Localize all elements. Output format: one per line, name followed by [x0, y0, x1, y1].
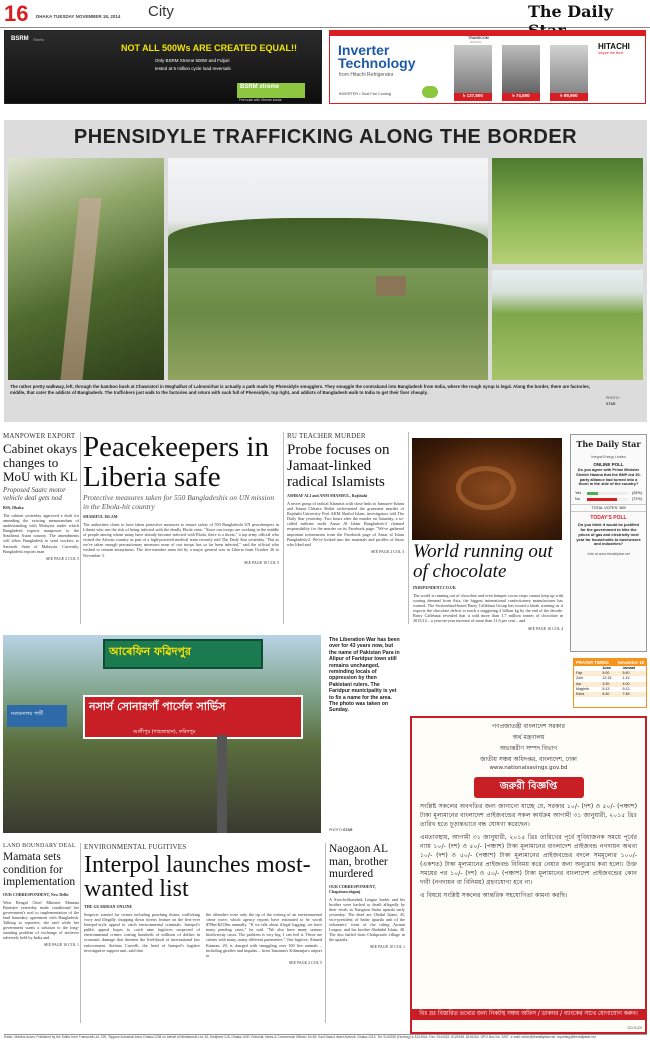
today-poll-title: TODAY'S POLL	[590, 515, 627, 522]
section-name: City	[148, 3, 174, 20]
photo-paddy-field	[492, 270, 643, 380]
feature-caption: The rather pretty walkway, left, through the bamboo bush at Chawratori in Moghalhat of Lalmonirhat is actually a path made by Phensidyle smugglers. They smuggle the contraband into Bangladesh from India, where the rough syrup is legal. Along the border, there are factories, middle, that cater the addicts of Bangladesh. The traffickers just walk to the factories and return with sack full of Phensidyle, top right, and addicts of Bangladesh walk to India to get their fixer cheaply.	[10, 384, 590, 395]
liberia-deck: Protective measures taken for 550 Bangladeshis on UN mission in the Ebola-hit country	[83, 493, 275, 511]
dateline: DHAKA TUESDAY NOVEMBER 18, 2014	[36, 14, 121, 19]
hitachi-title2: Technology	[338, 55, 416, 71]
hut	[376, 276, 406, 296]
prayer-cell: Maghrib	[576, 686, 589, 691]
savings-notice	[410, 716, 647, 1034]
story-naogaon	[329, 843, 405, 949]
prayer-cell: 5:13	[622, 686, 630, 691]
naogaon-headline[interactable]: Naogaon AL man, brother murdered	[329, 843, 388, 880]
sign3: আলীপুর (শাহজাহান), ফরিদপুর	[133, 729, 196, 735]
mamata-more[interactable]: SEE PAGE 10 COL 1	[43, 942, 79, 948]
cabinet-more[interactable]: SEE PAGE 2 COL 5	[45, 555, 79, 561]
hitachi-foot: INVERTER • Dual Fan Cooling	[339, 92, 391, 96]
sign2: নসার্স সোনারগাঁ পার্সেল সার্ভিস	[89, 700, 226, 713]
poll-brand: The Daily Star	[576, 439, 641, 449]
hitachi-ad	[329, 30, 646, 104]
yes-bar-track	[587, 492, 628, 495]
poll-sponsor: Integral Energy Limited	[591, 455, 626, 459]
sign-photo-credit-label: PHOTO:	[329, 828, 343, 832]
chocolate-body: The world is running out of chocolate and even bumper cocoa crops cannot keep up with soaring demand from Asia, the biggest international confectionery manufacturer has warned. The Switzerland-based Barry Callebaut Group has issued a bleak warning as it expects the chocolate deficit to reach a staggering 2 billion kg by the end of the decade. Barry Callebaut revealed that it sold more than 1.7 million tonnes of chocolate in 2013/14 – a year-on-year increase of more than 11.6 per cent – and	[413, 593, 563, 624]
no-bar	[587, 498, 617, 501]
notice-l1: গণপ্রজাতন্ত্রী বাংলাদেশ সরকার	[492, 723, 565, 730]
photo-border-factories	[168, 158, 488, 380]
no-pct: (72%)	[631, 497, 642, 502]
prayer-cell: 4:00	[622, 681, 630, 686]
story-liberia	[83, 432, 279, 565]
notice-l4: জাতীয় সঞ্চয় অধিদপ্তর, বাংলাদেশ, ঢাকা	[480, 756, 577, 763]
hitachi-slogan: Inspire the Next	[598, 51, 624, 55]
naogaon-byline: OUR CORRESPONDENT, Chapainawabganj	[329, 883, 376, 894]
price-1: ৳ 137,500	[454, 93, 492, 101]
prayer-col-header: Jamaat	[622, 666, 635, 670]
hitachi-title1: Inverter	[338, 42, 390, 58]
prayer-body	[574, 671, 646, 697]
chocolate-byline: INDEPENDENT.CO.UK	[413, 585, 456, 590]
interpol-col2: the offenders were only the tip of the iceberg of an environmental crime wave, which agency reports have estimated to be worth $70bn-$213bn annually. "If we talk about illegal logging, we have many pending cases," he said. "We also have many serious biodiversity cases. The problem is very big, I can feel it. These are crimes with many, many different parameters." One fugitive, Ahmed Kamran, 29, is charged with smuggling over 100 live animals – including giraffes and impalas – from Tanzania's Kilimanjaro airport to	[206, 912, 322, 958]
cabinet-deck: Proposed Saarc motor vehicle deal gets nod	[3, 486, 66, 502]
story-mamata	[3, 843, 79, 947]
bsrm-logo	[237, 83, 305, 98]
page-header	[0, 0, 650, 28]
mamata-byline: OUR CORRESPONDENT, New Delhi	[3, 891, 69, 897]
hitachi-subtitle: from Hitachi Refrigerator	[339, 72, 394, 78]
hitachi-energy-badge	[422, 86, 438, 98]
mamata-body: West Bengal Chief Minister Mamata Banerjee yesterday made conditional her government's nod to implementation of the land boundary agreement with Bangladesh. Talking to reporters, she said while her government wants a solution to the long-standing problem of exchange of enclaves adversely held by India and	[3, 899, 79, 941]
page-number: 16	[4, 1, 29, 26]
feature-credit-label: PHOTO:	[606, 396, 620, 400]
hitachi-brand: HITACHI	[598, 42, 630, 51]
liberia-byline: SHARIFUL ISLAM	[83, 514, 118, 519]
prayer-cell: 3:30	[602, 681, 610, 686]
path-stripe	[60, 198, 101, 380]
liberia-body: The authorities claim to have taken protective measures to ensure safety of 550 Bangladeshi UN peacekeepers in Liberia who run the risk of being infected with the deadly Ebola virus. "Since our troops are working in the middle of people among whom many have already become infected with Ebola, there is a threat," a top army official who visited the African country as part of a high-powered medical team recently told The Daily Star yesterday. "But as we've taken enough precautionary measures none of our troops has so far been infected," said the official who wished to remain anonymous. The five-member team led by a major general was in Liberia from October 26 to November 3.	[83, 522, 279, 558]
cabinet-byline: BSS, Dhaka	[3, 505, 24, 510]
notice-p2: এমতাবস্থায়, আগামী ৩১ জানুয়ারী, ২০১৫ খ্রিঃ তারিখের পূর্বে সুবিধাজনক সময়ে পূর্বের ন্যায় ১০/- (দশ) ও ৫০/- (পঞ্চাশ) টাকা মূল্যমানের বাংলাদেশ প্রাইজবন্ড নগদায়ন অথবা ১০/- (দশ) ও ৫০/- (পঞ্চাশ) টাকা মূল্যমানের প্রাইজবন্ডের বদলে সমমূল্যের ১০০/- (একশত) টাকা মূল্যমানের প্রাইজবন্ড বিনিময় করে নেয়ার জন্য অনুরোধ করা হলো। উক্ত সময়ের পর ১০/- (দশ) ও ৫০/- (পঞ্চাশ) টাকা মূল্যমানের বাংলাদেশ প্রাইজবন্ডের কোন দাবী (নগদায়ন বা বিনিময়) গ্রহণযোগ্য হবে না।	[420, 834, 637, 886]
no-bar-track	[587, 498, 628, 501]
yes-label: Yes	[575, 491, 582, 496]
interpol-more[interactable]: SEE PAGE 2 COL 5	[288, 959, 322, 965]
story-interpol	[84, 843, 322, 965]
notice-footer: বিঃ দ্রঃ বিস্তারিত তথ্যের জন্য নিকটস্থ সঞ্চয় অফিস / ডাকঘর / ব্যাংকের সাথে যোগাযোগ করুন।	[412, 1009, 645, 1020]
photo-bamboo-path	[8, 158, 164, 380]
interpol-columns	[84, 912, 322, 958]
prayer-cell: 7:45	[622, 692, 630, 697]
bsrm-line2: tested at 5 million cycle load reversals	[155, 66, 231, 71]
prayer-cell: 5:13	[602, 686, 610, 691]
prayer-title: PRAYER TIMING	[576, 660, 609, 665]
liberia-more[interactable]: SEE PAGE 10 COL 5	[243, 559, 279, 565]
col-rule	[408, 432, 409, 624]
cabinet-kicker: MANPOWER EXPORT	[3, 432, 76, 440]
bsrm-line1: Only BSRM Xtreme 500W and Fuljuri	[155, 58, 230, 63]
chocolate-headline[interactable]: World running out of chocolate	[413, 541, 553, 582]
online-poll	[570, 434, 647, 652]
prayer-cell: 12:15	[602, 676, 612, 681]
sign1: আৰেফিন ফৱিদপুর	[109, 645, 191, 658]
col-rule	[283, 432, 284, 624]
prayer-cell: Esha	[576, 692, 585, 697]
bsrm-tag: Steels	[33, 37, 45, 42]
notice-p1: সংশ্লিষ্ট সকলের অবগতির জন্য জানানো যাচ্ছে যে, সরকার ১০/- (দশ) ও ৫০/- (পঞ্চাশ) টাকা মূল্যমানের বাংলাদেশ প্রাইজবন্ডের সকল কার্যক্রম আগামী ৩১ জানুয়ারী, ২০১৫ খ্রিঃ তারিখ হতে চূড়ান্তভাবে বন্ধ ঘোষণা করেছেন।	[420, 803, 637, 828]
murder-more[interactable]: SEE PAGE 2 COL 3	[370, 548, 404, 554]
yes-pct: (28%)	[631, 491, 642, 496]
bsrm-headline: NOT ALL 500Ws ARE CREATED EQUAL!!	[121, 43, 298, 53]
notice-l2: অর্থ মন্ত্রণালয়	[512, 734, 545, 741]
prayer-cell: Zohr	[576, 676, 584, 681]
prayer-row	[574, 692, 646, 697]
col-rule	[325, 843, 326, 1023]
prayer-table	[574, 666, 646, 697]
feature-title: PHENSIDYLE TRAFFICKING ALONG THE BORDER	[73, 126, 578, 148]
yes-bar	[587, 492, 598, 495]
no-label: No	[575, 497, 580, 502]
notice-l5[interactable]: www.nationalsavings.gov.bd	[489, 765, 568, 771]
col-rule	[80, 843, 81, 1023]
murder-byline: ASHRAF ALI and ANM SHAMSUL, Rajshahi	[287, 493, 368, 498]
sign4: নবায়নালয় পার্টি	[11, 711, 43, 717]
chocolate-more[interactable]: SEE PAGE 10 COL 4	[527, 625, 563, 631]
photo-paddy-addicts	[492, 158, 643, 264]
interpol-kicker: ENVIRONMENTAL FUGITIVES	[84, 843, 187, 851]
tree-line	[168, 218, 488, 268]
liberia-headline[interactable]: Peacekeepers in Liberia safe	[83, 431, 269, 493]
interpol-headline[interactable]: Interpol launches most-wanted list	[84, 852, 311, 902]
prayer-cell: Fajr	[576, 671, 583, 676]
poll-footer[interactable]: Vote at www.thedailystar.net	[587, 552, 630, 557]
poll-total: TOTAL VOTES: 389	[571, 504, 646, 512]
prayer-timing	[573, 658, 647, 708]
naogaon-more[interactable]: SEE PAGE 10 COL 1	[369, 944, 405, 950]
hitachi-top-sub: DIGITAL	[470, 40, 482, 44]
cabinet-body: The cabinet yesterday approved a draft for amending the existing memorandum of understanding with Malaysia under which Bangladesh exports manpower to the Southeast Asian country. The amendments will allow Bangladesh to send workers to Sarawak State of Malaysia. Currently, Bangladesh exports man	[3, 513, 79, 554]
sign-photo-credit: STAR	[343, 828, 353, 832]
masthead: The Daily	[528, 2, 613, 21]
poll-no-row	[575, 496, 642, 502]
notice-l3: অভ্যন্তরীণ সম্পদ বিভাগ	[499, 745, 558, 752]
bsrm-logo-text: BSRM xtreme	[240, 84, 280, 90]
price-2: ৳ 74,500	[502, 93, 540, 101]
bsrm-brand: BSRM	[11, 36, 29, 42]
cabinet-headline[interactable]: Cabinet okays changes to MoU with KL	[3, 441, 78, 484]
story-chocolate	[413, 542, 563, 631]
bsrm-logo-sub: Feel safe with Xtreme inside	[239, 98, 282, 102]
prayer-cell: 1:15	[622, 676, 630, 681]
poll-question: Do you agree with Prime Minister Sheikh Hasina that the BNP-led 20-party alliance had turned into a thorn in the side of the country?	[576, 467, 641, 487]
imprint-footer: Editor: Mahfuz Anam. Published by the Editor from Transcraft Ltd. 229, Tejgaon Industrial Area, Dhaka-1208 on behalf of Mediaworld Ltd, 52, Motijheel C/A, Dhaka-1000. Editorial, News & Commercial Offices: 64-65, Kazi Nazrul Islam Avenue, Dhaka-1215. Tel: 9144330 (Hunting) & 8124944, Fax: 9144332, 8125155, 8126154. GPO Box No. 3257, e-mail: editor@thedailystar.net, reporting@thedailystar.net	[4, 1034, 647, 1042]
poll-title: ONLINE POLL	[593, 462, 624, 467]
price-3: ৳ 89,900	[550, 93, 588, 101]
bsrm-ad	[4, 30, 322, 104]
prayer-cell: 5:00	[602, 671, 610, 676]
murder-body: A secret group of radical Islamists with close links to Jamaat-e-Islami and Islami Chhatra Shibir orchestrated the gruesome murder of Rajshahi University Prof AKM Shafiul Islam, investigators told The Daily Star yesterday. Two hours after the murder on Saturday, a so-called militant outfit Ansar Al Islam Bangladesh-2 claimed responsibility for the murder on its Facebook page. "We've gathered important information from the Facebook page of Ansar al Islam Bangladesh-2. We've looked into the materials and profiles of those who liked and	[287, 501, 404, 547]
mamata-kicker: LAND BOUNDARY DEAL	[3, 843, 76, 849]
chocolate-swirl	[456, 466, 516, 510]
photo-signboard	[3, 635, 321, 833]
photo-chocolate	[412, 438, 562, 540]
notice-p3: এ বিষয়ে সংশ্লিষ্ট সকলের আন্তরিক সহযোগিতা কামনা করছি।	[420, 892, 568, 899]
today-poll-question: Do you think it would be justified for the government to hike the prices of gas and electricity next year for households to businesses and industries?	[576, 522, 641, 547]
hitachi-top-brand: TRANSCOM	[468, 36, 489, 40]
mamata-headline[interactable]: Mamata sets condition for implementation	[3, 851, 76, 888]
murder-headline[interactable]: Probe focuses on Jamaat-linked radical Islamists	[287, 442, 390, 490]
story-murder	[287, 432, 404, 554]
prayer-col-header: Azan	[602, 666, 611, 670]
story-cabinet	[3, 432, 79, 561]
prayer-header	[574, 659, 646, 666]
naogaon-body: A Swechchhasebak League leader and his brother were hacked to death allegedly by their rivals in Naogaon Sadar upazila early yesterday. The dead are Obidul Islam, 45, vice-president of Sadar upazila unit of the volunteers' front of the ruling Awami League, and his brother Shahidul Islam, 40. The duo hailed from Chakpraulo village in the upazila.	[329, 896, 405, 943]
notice-code: GD-9129	[627, 1026, 642, 1030]
poll-results	[571, 488, 646, 504]
interpol-byline: THE GUARDIAN ONLINE	[84, 904, 133, 909]
interpol-col1: Suspects wanted for crimes including poaching rhinos, trafficking ivory and illegally chopping down forests feature on the first-ever Interpol-style appeal to catch environmental criminals. Interpol's public appeal hopes to catch nine fugitives suspected of environmental crimes costing hundreds of millions of dollars in economic damage that threaten the livelihood of international law enforcement. Stefano Carvelli, the head of Interpol's fugitive investigative support unit, said that	[84, 912, 200, 953]
prayer-cell: 5:40	[622, 671, 630, 676]
street-pole	[217, 735, 227, 833]
prayer-date: November 18	[617, 660, 644, 665]
prayer-cell: 6:30	[602, 692, 610, 697]
notice-banner: জরুরী বিজ্ঞপ্তি	[474, 777, 584, 798]
sign-photo-caption: The Liberation War has been over for 43 years now, but the name of Pakistan Para in Alipur of Faridpur town still remains unchanged, reminding locals of oppression by then Pakistani rulers. The Faridpur municipality is yet to fix a name for the area. The photo was taken on Sunday.	[329, 637, 400, 714]
murder-kicker: RU TEACHER MURDER	[287, 432, 366, 440]
col-rule	[80, 432, 81, 624]
prayer-cell: Asr	[576, 681, 582, 686]
feature-credit: STAR	[606, 402, 616, 406]
